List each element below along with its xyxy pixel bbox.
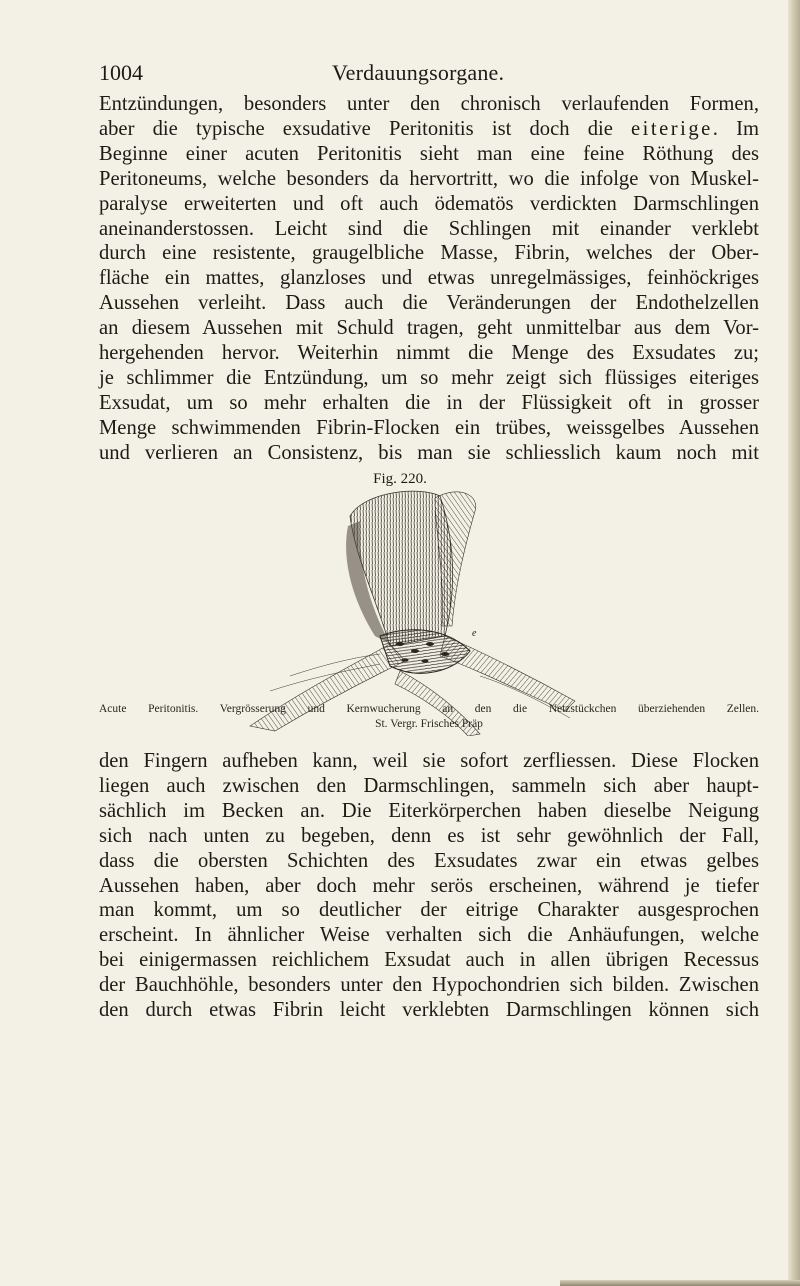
bottom-rule [560, 1280, 800, 1286]
text-line: den durch etwas Fibrin leicht verklebten Darmschlingen können sich [99, 999, 759, 1022]
text-line: erscheint. In ähnlicher Weise verhalten sich die Anhäufungen, welche [99, 924, 759, 947]
figure-caption-line-2: St. Vergr. Frisches Präp [375, 718, 483, 730]
text-line: hergehenden hervor. Weiterhin nimmt die Menge des Exsudates zu; [99, 342, 759, 365]
emphasized-word: eiterige [631, 117, 713, 140]
text-line: Aussehen verleiht. Dass auch die Veränderungen der Endothelzellen [99, 292, 759, 315]
text-line [99, 117, 759, 142]
text-line: sich nach unten zu begeben, denn es ist sehr gewöhnlich der Fall, [99, 824, 759, 847]
running-title: Verdauungsorgane. [332, 60, 505, 85]
text-line: Exsudat, um so mehr erhalten die in der Flüssigkeit oft in grosser [99, 391, 759, 414]
text-line: dass die obersten Schichten des Exsudates zwar ein etwas gelbes [99, 849, 759, 872]
text-line: an diesem Aussehen mit Schuld tragen, geht unmittelbar aus dem Vor- [99, 317, 759, 340]
paragraph-1 [99, 92, 759, 466]
text-line: bei einigermassen reichlichem Exsudat auch in allen übrigen Recessus [99, 949, 759, 972]
cell-cluster [380, 630, 470, 673]
text-line: je schlimmer die Entzündung, um so mehr zeigt sich flüssiges eiteriges [99, 366, 759, 389]
text-line: man kommt, um so deutlicher der eitrige Charakter ausgesprochen [99, 899, 759, 922]
page-edge [788, 0, 800, 1286]
text-line: paralyse erweiterten und oft auch ödematös verdickten Darmschlingen [99, 192, 759, 215]
text-line: fläche ein mattes, glanzloses und etwas unregelmässiges, feinhöckriges [99, 267, 759, 290]
text-line: sächlich im Becken an. Die Eiterkörperchen haben dieselbe Neigung [99, 799, 759, 822]
page-header [99, 60, 759, 90]
text-line: Menge schwimmenden Fibrin-Flocken ein trübes, weissgelbes Aussehen [99, 416, 759, 439]
text-line: Entzündungen, besonders unter den chronisch verlaufenden Formen, [99, 93, 759, 115]
figure-letter-e: e [472, 628, 477, 639]
text-line: aneinanderstossen. Leicht sind die Schlingen mit einander verklebt [99, 217, 759, 240]
text-line: liegen auch zwischen den Darmschlingen, sammeln sich aber haupt- [99, 774, 759, 797]
page-number: 1004 [99, 60, 143, 85]
text-line: durch eine resistente, graugelbliche Masse, Fibrin, welches der Ober- [99, 242, 759, 265]
figure-caption-line-1: Acute Peritonitis. Vergrösserung und Kernwucherung an den die Netzstückchen überziehenden Zellen. [99, 703, 759, 715]
text-line: der Bauchhöhle, besonders unter den Hypochondrien sich bilden. Zwischen [99, 974, 759, 997]
figure-label: Fig. 220. [373, 471, 427, 487]
text-line: den Fingern aufheben kann, weil sie sofort zerfliessen. Diese Flocken [99, 750, 759, 772]
paragraph-2 [99, 749, 759, 1023]
text-line: Aussehen haben, aber doch mehr serös erscheinen, während je tiefer [99, 874, 759, 897]
histology-illustration [230, 486, 600, 736]
text-line: Peritoneums, welche besonders da hervortritt, wo die infolge von Muskel- [99, 167, 759, 190]
text-run: aber die typische exsudative Peritonitis ist doch die [99, 117, 632, 140]
text-line: und verlieren an Consistenz, bis man sie schliesslich kaum noch mit [99, 441, 759, 464]
text-line: Beginne einer acuten Peritonitis sieht man eine feine Röthung des [99, 142, 759, 165]
text-run: . Im [712, 117, 759, 140]
